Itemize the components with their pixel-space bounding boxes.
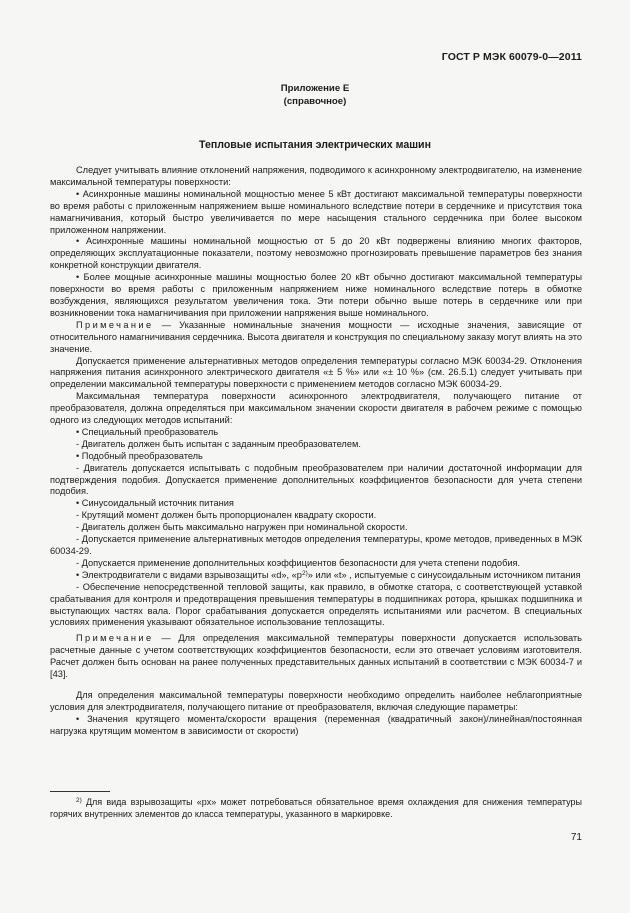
dash-item: - Двигатель должен быть максимально нагружен при номинальной скорости. (76, 522, 408, 533)
paragraph: Допускается применение альтернативных методов определения температуры согласно МЭК 60034-29. Отклонения напряжения питания асинхронного электрического двигателя «± 5 %» или «± 10 %» (см. 26.5.1) следует учитывать при определении максимальной температуры поверхности с применением методов согласно МЭК 60034-29. (50, 355, 582, 390)
bullet-item-ex (50, 570, 582, 582)
note-paragraph (50, 633, 582, 681)
note-text: — Для определения максимальной температуры поверхности допускается использовать расчетные данные с учетом соответствующих коэффициентов безопасности, если это отвечает условиям изготовителя. Расчет должен быть основан на ранее полученных представительных данных испытаний в соответствии с МЭК 60034-7 и [43]. (50, 633, 582, 680)
annex-kind: (справочное) (283, 96, 347, 107)
bullet-paragraph: • Более мощные асинхронные машины мощностью более 20 кВт обычно достигают максимальной температуры поверхности во время работы с приложенным напряжением ниже номинального вследствие потерь в обмотке возбуждения, являющихся результатом увеличения тока. Эти потери обычно выше потерь в сердечнике или при возникновении тока намагничивания при приложении напряжения выше номинального. (50, 272, 582, 318)
note-label: Примечание (76, 633, 154, 644)
bullet-item: • Синусоидальный источник питания (76, 498, 234, 509)
note-paragraph (50, 320, 582, 356)
paragraph: Максимальная температура поверхности асинхронного электродвигателя, получающего питание от преобразователя, должна определяться при максимальном значении скорости двигателя в рабочем режиме с помощью одного из следующих методов испытаний: (50, 391, 582, 426)
section-title: Тепловые испытания электрических машин (199, 139, 431, 151)
bullet-item: • Значения крутящего момента/скорости вращения (переменная (квадратичный закон)/линейная/постоянная нагрузка крутящим моментом в зависимости от скорости) (50, 713, 582, 736)
bullet-paragraph: • Асинхронные машины номинальной мощностью менее 5 кВт достигают максимальной температуры поверхности во время работы с приложенным напряжением выше номинального вследствие потери в сердечнике и присутствия тока намагничивания, который быстро увеличивается по мере насыщения стального сердечника при более высоком приложенном напряжении. (50, 188, 582, 235)
bullet-item: • Подобный преобразователь (76, 450, 203, 461)
footnote (50, 797, 582, 821)
page-number: 71 (570, 832, 582, 843)
bullet-paragraph: • Асинхронные машины номинальной мощностью от 5 до 20 кВт подвержены влиянию многих факторов, определяющих эксплуатационные показатели, поэтому невозможно прогнозировать превышение параметров без знания конкретной конструкции двигателя. (50, 236, 582, 271)
dash-item: - Двигатель должен быть испытан с заданным преобразователем. (76, 438, 361, 449)
paragraph: Следует учитывать влияние отклонений напряжения, подводимого к асинхронному электродвигателю, на изменение максимальной температуры поверхности: (50, 165, 582, 187)
paragraph: Для определения максимальной температуры поверхности необходимо определить наиболее неблагоприятные условия для электродвигателя, получающего питание от преобразователя, включая следующие параметры: (50, 689, 582, 712)
footnote-text: Для вида взрывозащиты «px» может потребоваться обязательное время охлаждения для снижения температуры горячих внутренних элементов до класса температуры, указанного в маркировке. (50, 797, 582, 819)
ex-line-text: • Электродвигатели с видами взрывозащиты «d», «p (76, 569, 302, 580)
note-text: — Указанные номинальные значения мощности — исходные значения, зависящие от относительного намагничивания сердечника. Высота двигателя и конструкция по специальному заказу могут влиять на это значение. (50, 319, 583, 354)
footnote-ref[interactable]: 2) (301, 569, 308, 577)
footnote-divider (50, 791, 110, 792)
bullet-item: • Специальный преобразователь (76, 426, 219, 437)
annex-label: Приложение Е (280, 83, 350, 94)
ex-line-text-end: » или «t» , испытуемые с синусоидальным источником питания (307, 569, 581, 580)
standard-header: ГОСТ Р МЭК 60079-0—2011 (441, 51, 582, 63)
body-text (50, 165, 582, 738)
dash-item: - Допускается применение альтернативных методов определения температуры, кроме методов, приведенных в МЭК 60034-29. (50, 534, 582, 556)
dash-item: - Крутящий момент должен быть пропорционален квадрату скорости. (76, 510, 377, 521)
dash-item: - Обеспечение непосредственной тепловой защиты, как правило, в обмотке статора, с соответствующей уставкой срабатывания для контроля и предотвращения превышения температуры в подшипниках ротора, крышках подшипника и выступающих частях вала. Порог срабатывания допускается определять испытаниями или расчетом. В специальных условиях применения указывают обязательное использование теплозащиты. (50, 581, 582, 628)
note-label: Примечание (76, 319, 154, 330)
annex-heading (0, 82, 630, 108)
dash-item: - Допускается применение дополнительных коэффициентов безопасности для учета степени подобия. (76, 557, 521, 568)
dash-item: - Двигатель допускается испытывать с подобным преобразователем при наличии достаточной информации для подтверждения подобия. Допускается применение дополнительных коэффициентов безопасности для учета степени подобия. (50, 462, 582, 497)
footnote-mark: 2) (76, 797, 82, 804)
